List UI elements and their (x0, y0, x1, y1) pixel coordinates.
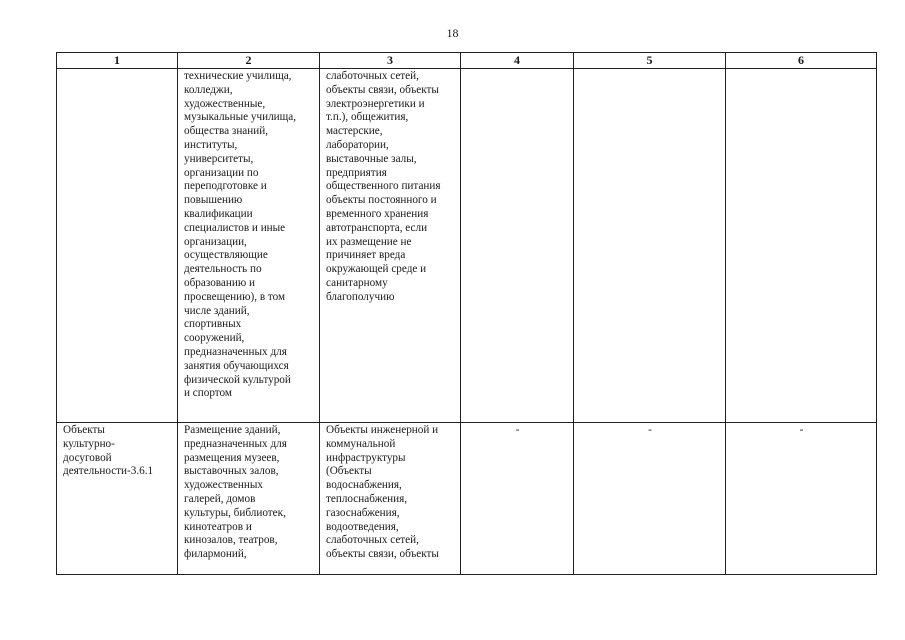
header-col-4: 4 (461, 53, 574, 69)
cell-col-6 (726, 69, 877, 423)
header-col-5: 5 (574, 53, 726, 69)
cell-use-type (57, 69, 178, 423)
table-row (57, 423, 877, 575)
header-col-1: 1 (57, 53, 178, 69)
auxiliary-uses-text: Объекты инженерной и коммунальной инфраструктуры (Объекты водоснабжения, теплоснабжения, газоснабжения, водоотведения, слаботочных сетей, объекты связи, объекты (326, 424, 439, 561)
use-type-text: Объекты культурно- досуговой деятельности-3.6.1 (63, 424, 154, 478)
header-col-6: 6 (726, 53, 877, 69)
zoning-table (56, 52, 877, 575)
cell-auxiliary-uses (320, 69, 461, 423)
dash-placeholder: - (799, 424, 804, 436)
page-number: 18 (446, 26, 459, 40)
cell-col-5 (574, 423, 726, 575)
header-col-3: 3 (320, 53, 461, 69)
cell-col-4 (461, 69, 574, 423)
cell-col-6 (726, 423, 877, 575)
cell-col-4 (461, 423, 574, 575)
dash-placeholder: - (515, 424, 520, 436)
dash-placeholder: - (648, 424, 652, 436)
header-row (57, 53, 877, 69)
description-text: технические училища, колледжи, художественные, музыкальные училища, общества знаний, институты, университеты, организации по переподготовке и повышению квалификации специалистов и иные организации, осуществляющие деятельность по образованию и просвещению), в том числе зданий, спортивных сооружений, предназначенных для занятия обучающихся физической культурой и спортом (184, 70, 297, 400)
header-col-2: 2 (178, 53, 320, 69)
auxiliary-uses-text: слаботочных сетей, объекты связи, объекты электроэнергетики и т.п.), общежития, мастерские, лаборатории, выставочные залы, предприятия общественного питания объекты постоянного и временного хранения автотранспорта, если их размещение не причиняет вреда окружающей среде и санитарному благополучию (326, 70, 441, 303)
cell-description (178, 423, 320, 575)
cell-col-5 (574, 69, 726, 423)
cell-use-type (57, 423, 178, 575)
cell-auxiliary-uses (320, 423, 461, 575)
description-text: Размещение зданий, предназначенных для размещения музеев, выставочных залов, художественных галерей, домов культуры, библиотек, кинотеатров и кинозалов, театров, филармоний, (184, 424, 287, 561)
cell-description (178, 69, 320, 423)
table-row (57, 69, 877, 423)
